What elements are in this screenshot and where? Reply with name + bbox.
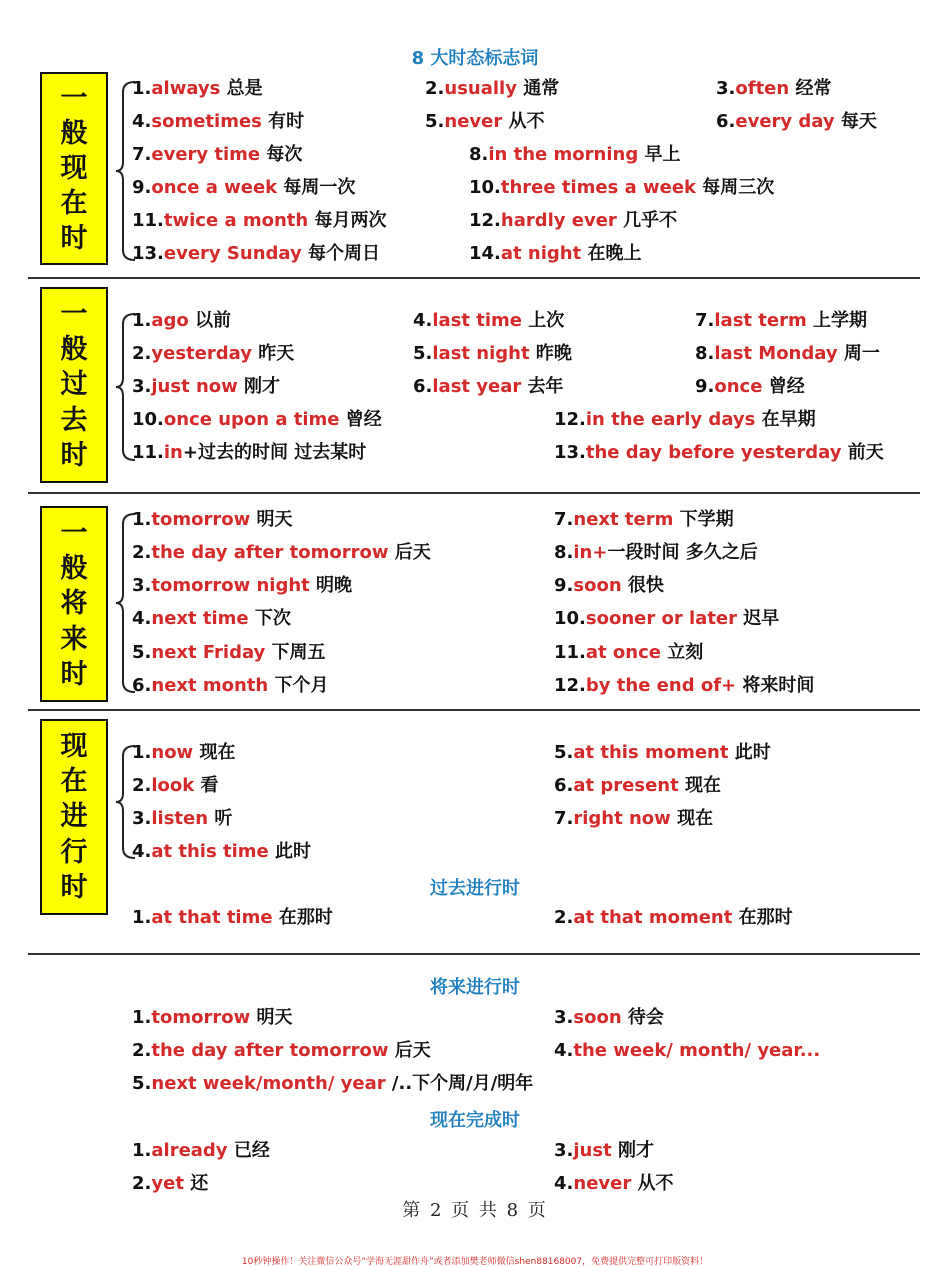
list-item: 3.often 经常 bbox=[716, 78, 832, 99]
list-item: 9.once a week 每周一次 bbox=[132, 177, 356, 198]
label-char: 进 bbox=[60, 801, 88, 833]
label-char: 去 bbox=[60, 404, 88, 436]
label-char: 一 bbox=[60, 299, 88, 331]
list-item: 2.the day after tomorrow 后天 bbox=[132, 1040, 431, 1061]
list-item: 13.the day before yesterday 前天 bbox=[554, 442, 884, 463]
list-item: 3.listen 听 bbox=[132, 808, 233, 829]
list-item: 3.soon 待会 bbox=[554, 1007, 664, 1028]
list-item: 12.hardly ever 几乎不 bbox=[469, 210, 678, 231]
future-continuous-title: 将来进行时 bbox=[430, 977, 520, 998]
label-char: 时 bbox=[60, 658, 88, 690]
list-item: 3.just now 刚才 bbox=[132, 376, 281, 397]
label-char: 现 bbox=[60, 152, 88, 184]
tense-label-simple-future bbox=[40, 506, 108, 702]
label-char: 行 bbox=[60, 836, 88, 868]
list-item: 13.every Sunday 每个周日 bbox=[132, 243, 381, 264]
label-char: 般 bbox=[60, 117, 88, 149]
list-item: 1.ago 以前 bbox=[132, 310, 232, 331]
page-number: 第 2 页 共 8 页 bbox=[402, 1200, 548, 1221]
list-item: 2.at that moment 在那时 bbox=[554, 907, 793, 928]
list-item: 4.last time 上次 bbox=[413, 310, 565, 331]
list-item: 2.usually 通常 bbox=[425, 78, 560, 99]
label-char: 一 bbox=[60, 518, 88, 550]
label-char: 现 bbox=[60, 731, 88, 763]
list-item: 4.sometimes 有时 bbox=[132, 111, 305, 132]
list-item: 14.at night 在晚上 bbox=[469, 243, 642, 264]
list-item: 5.next week/month/ year /..下个周/月/明年 bbox=[132, 1073, 534, 1094]
list-item: 6.next month 下个月 bbox=[132, 675, 329, 696]
list-item: 8.in the morning 早上 bbox=[469, 144, 681, 165]
label-char: 时 bbox=[60, 439, 88, 471]
list-item: 1.tomorrow 明天 bbox=[132, 509, 293, 530]
section-divider bbox=[28, 709, 920, 711]
list-item: 4.next time 下次 bbox=[132, 608, 291, 629]
list-item: 5.last night 昨晚 bbox=[413, 343, 572, 364]
list-item: 7.next term 下学期 bbox=[554, 509, 734, 530]
list-item: 4.never 从不 bbox=[554, 1173, 674, 1194]
label-char: 在 bbox=[60, 766, 88, 798]
list-item: 9.soon 很快 bbox=[554, 575, 664, 596]
tense-label-simple-past bbox=[40, 287, 108, 483]
list-item: 11.in+过去的时间 过去某时 bbox=[132, 442, 367, 463]
list-item: 6.last year 去年 bbox=[413, 376, 564, 397]
list-item: 12.in the early days 在早期 bbox=[554, 409, 816, 430]
list-item: 9.once 曾经 bbox=[695, 376, 805, 397]
list-item: 11.twice a month 每月两次 bbox=[132, 210, 387, 231]
list-item: 1.now 现在 bbox=[132, 742, 236, 763]
list-item: 3.just 刚才 bbox=[554, 1140, 654, 1161]
brace-icon bbox=[115, 510, 135, 696]
label-char: 一 bbox=[60, 82, 88, 114]
label-char: 将 bbox=[60, 588, 88, 620]
section-divider bbox=[28, 953, 920, 955]
list-item: 5.never 从不 bbox=[425, 111, 545, 132]
list-item: 4.at this time 此时 bbox=[132, 841, 311, 862]
list-item: 11.at once 立刻 bbox=[554, 642, 704, 663]
list-item: 8.in+一段时间 多久之后 bbox=[554, 542, 758, 563]
list-item: 2.yet 还 bbox=[132, 1173, 209, 1194]
present-perfect-title: 现在完成时 bbox=[430, 1110, 520, 1131]
brace-icon bbox=[115, 78, 135, 264]
list-item: 1.tomorrow 明天 bbox=[132, 1007, 293, 1028]
list-item: 6.every day 每天 bbox=[716, 111, 877, 132]
section-divider bbox=[28, 492, 920, 494]
page-title: 8 大时态标志词 bbox=[411, 48, 539, 69]
list-item: 2.look 看 bbox=[132, 775, 219, 796]
list-item: 5.next Friday 下周五 bbox=[132, 642, 326, 663]
label-char: 般 bbox=[60, 334, 88, 366]
label-char: 时 bbox=[60, 871, 88, 903]
list-item: 4.the week/ month/ year... bbox=[554, 1040, 821, 1061]
label-char: 在 bbox=[60, 188, 88, 220]
list-item: 5.at this moment 此时 bbox=[554, 742, 771, 763]
list-item: 10.three times a week 每周三次 bbox=[469, 177, 775, 198]
list-item: 1.already 已经 bbox=[132, 1140, 270, 1161]
list-item: 7.right now 现在 bbox=[554, 808, 714, 829]
label-char: 时 bbox=[60, 223, 88, 255]
list-item: 10.sooner or later 迟早 bbox=[554, 608, 780, 629]
list-item: 7.last term 上学期 bbox=[695, 310, 868, 331]
list-item: 7.every time 每次 bbox=[132, 144, 303, 165]
list-item: 12.by the end of+ 将来时间 bbox=[554, 675, 815, 696]
tense-label-simple-present bbox=[40, 72, 108, 265]
section-divider bbox=[28, 277, 920, 279]
list-item: 2.the day after tomorrow 后天 bbox=[132, 542, 431, 563]
label-char: 来 bbox=[60, 623, 88, 655]
label-char: 过 bbox=[60, 369, 88, 401]
list-item: 10.once upon a time 曾经 bbox=[132, 409, 382, 430]
list-item: 2.yesterday 昨天 bbox=[132, 343, 295, 364]
past-continuous-title: 过去进行时 bbox=[430, 878, 520, 899]
list-item: 3.tomorrow night 明晚 bbox=[132, 575, 353, 596]
label-char: 般 bbox=[60, 553, 88, 585]
list-item: 1.always 总是 bbox=[132, 78, 263, 99]
list-item: 6.at present 现在 bbox=[554, 775, 721, 796]
promo-notice: 10秒钟操作！关注微信公众号“学海无涯甜作舟”或者添加樊老师微信shen88168007，免费提供完整可打印版资料！ bbox=[241, 1257, 709, 1267]
list-item: 8.last Monday 周一 bbox=[695, 343, 880, 364]
list-item: 1.at that time 在那时 bbox=[132, 907, 333, 928]
